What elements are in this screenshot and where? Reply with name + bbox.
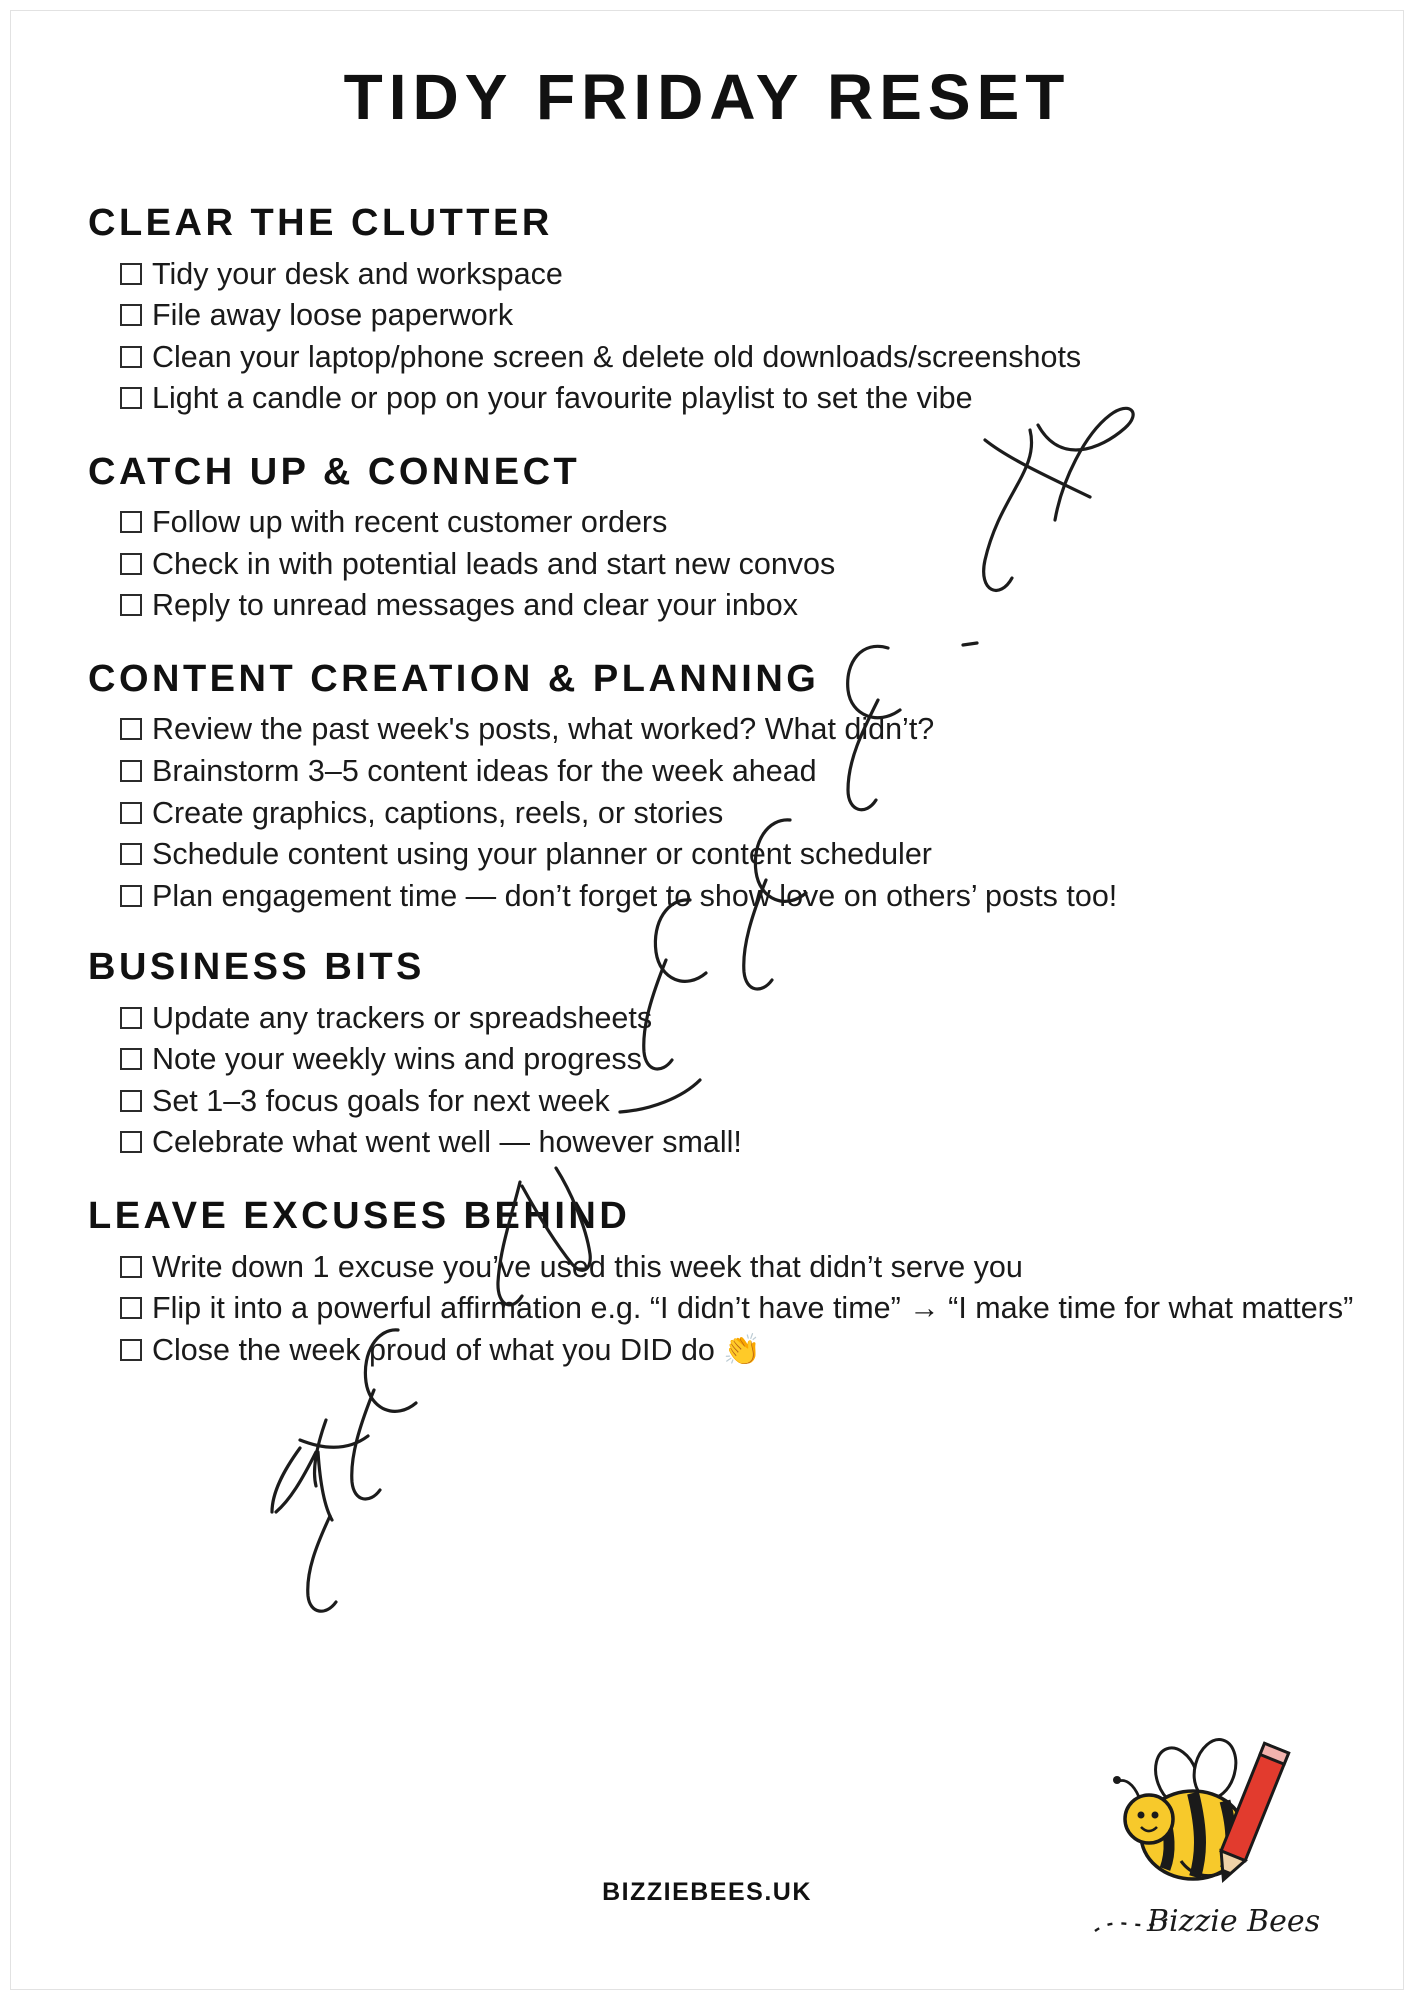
list-item-label: Reply to unread messages and clear your inbox (152, 588, 798, 623)
list-item-label: Follow up with recent customer orders (152, 505, 668, 540)
list-item[interactable] (88, 834, 1378, 875)
list-item-label: Update any trackers or spreadsheets (152, 1000, 653, 1035)
section-items (88, 998, 1378, 1163)
checkbox-icon[interactable] (120, 553, 142, 575)
list-item-label: Note your weekly wins and progress (152, 1042, 642, 1077)
list-item-label: File away loose paperwork (152, 298, 514, 333)
checkbox-icon[interactable] (120, 511, 142, 533)
section-heading: CONTENT CREATION & PLANNING (88, 657, 820, 700)
section-items (88, 502, 1378, 626)
list-item[interactable] (88, 295, 1378, 336)
list-item-label: Close the week proud of what you DID do 👏 (152, 1332, 762, 1367)
checkbox-icon[interactable] (120, 1007, 142, 1029)
list-item[interactable] (88, 378, 1378, 419)
checkbox-icon[interactable] (120, 1048, 142, 1070)
section-items (88, 254, 1378, 419)
list-item[interactable] (88, 1247, 1378, 1288)
list-item[interactable] (88, 751, 1378, 792)
section-items (88, 1247, 1378, 1371)
checkbox-icon[interactable] (120, 760, 142, 782)
section-items (88, 709, 1378, 916)
list-item-label: Flip it into a powerful affirmation e.g. “I didn’t have time” → “I make time for what matters” (152, 1291, 1354, 1326)
checkbox-icon[interactable] (120, 802, 142, 824)
section-leave-excuses-behind (88, 1193, 1378, 1370)
list-item-label: Celebrate what went well — however small! (152, 1125, 742, 1160)
checkbox-icon[interactable] (120, 885, 142, 907)
checkbox-icon[interactable] (120, 1131, 142, 1153)
list-item[interactable] (88, 1122, 1378, 1163)
checkbox-icon[interactable] (120, 304, 142, 326)
list-item-label: Light a candle or pop on your favourite playlist to set the vibe (152, 381, 973, 416)
list-item[interactable] (88, 1081, 1378, 1122)
list-item[interactable] (88, 254, 1378, 295)
footer-url: BIZZIEBEES.UK (602, 1878, 812, 1906)
section-heading: CATCH UP & CONNECT (88, 450, 581, 493)
list-item-label: Review the past week's posts, what worked? What didn’t? (152, 712, 935, 747)
list-item[interactable] (88, 585, 1378, 626)
list-item[interactable] (88, 1330, 1378, 1371)
checkbox-icon[interactable] (120, 387, 142, 409)
list-item[interactable] (88, 793, 1378, 834)
checkbox-icon[interactable] (120, 1090, 142, 1112)
list-item[interactable] (88, 502, 1378, 543)
list-item-label: Check in with potential leads and start new convos (152, 546, 836, 581)
list-item[interactable] (88, 1288, 1378, 1329)
list-item[interactable] (88, 709, 1378, 750)
brand-logo (1085, 1735, 1345, 1965)
checklist-sections (88, 200, 1378, 1392)
checkbox-icon[interactable] (120, 843, 142, 865)
bee-icon (1085, 1735, 1345, 1965)
checkbox-icon[interactable] (120, 263, 142, 285)
list-item-label: Write down 1 excuse you’ve used this week that didn’t serve you (152, 1249, 1023, 1284)
list-item-label: Schedule content using your planner or content scheduler (152, 837, 932, 872)
list-item-label: Tidy your desk and workspace (152, 256, 563, 291)
page-title: TIDY FRIDAY RESET (343, 61, 1071, 133)
list-item[interactable] (88, 544, 1378, 585)
section-content-creation-and-planning (88, 656, 1378, 916)
section-catch-up-and-connect (88, 449, 1378, 626)
section-heading: LEAVE EXCUSES BEHIND (88, 1195, 631, 1237)
brand-name: Bizzie Bees (1147, 1904, 1321, 1939)
list-item-label: Plan engagement time — don’t forget to show love on others’ posts too! (152, 878, 1118, 913)
list-item[interactable] (88, 1039, 1378, 1080)
checkbox-icon[interactable] (120, 1297, 142, 1319)
checkbox-icon[interactable] (120, 718, 142, 740)
section-heading: CLEAR THE CLUTTER (88, 202, 553, 244)
checkbox-icon[interactable] (120, 1256, 142, 1278)
section-heading: BUSINESS BITS (88, 946, 425, 989)
checkbox-icon[interactable] (120, 1339, 142, 1361)
section-business-bits (88, 944, 1378, 1163)
list-item-label: Create graphics, captions, reels, or stories (152, 795, 724, 830)
list-item[interactable] (88, 337, 1378, 378)
list-item-label: Set 1–3 focus goals for next week (152, 1083, 610, 1118)
list-item[interactable] (88, 998, 1378, 1039)
list-item[interactable] (88, 876, 1378, 917)
checkbox-icon[interactable] (120, 346, 142, 368)
checkbox-icon[interactable] (120, 594, 142, 616)
list-item-label: Clean your laptop/phone screen & delete old downloads/screenshots (152, 339, 1082, 374)
list-item-label: Brainstorm 3–5 content ideas for the week ahead (152, 754, 817, 788)
section-clear-the-clutter (88, 200, 1378, 419)
